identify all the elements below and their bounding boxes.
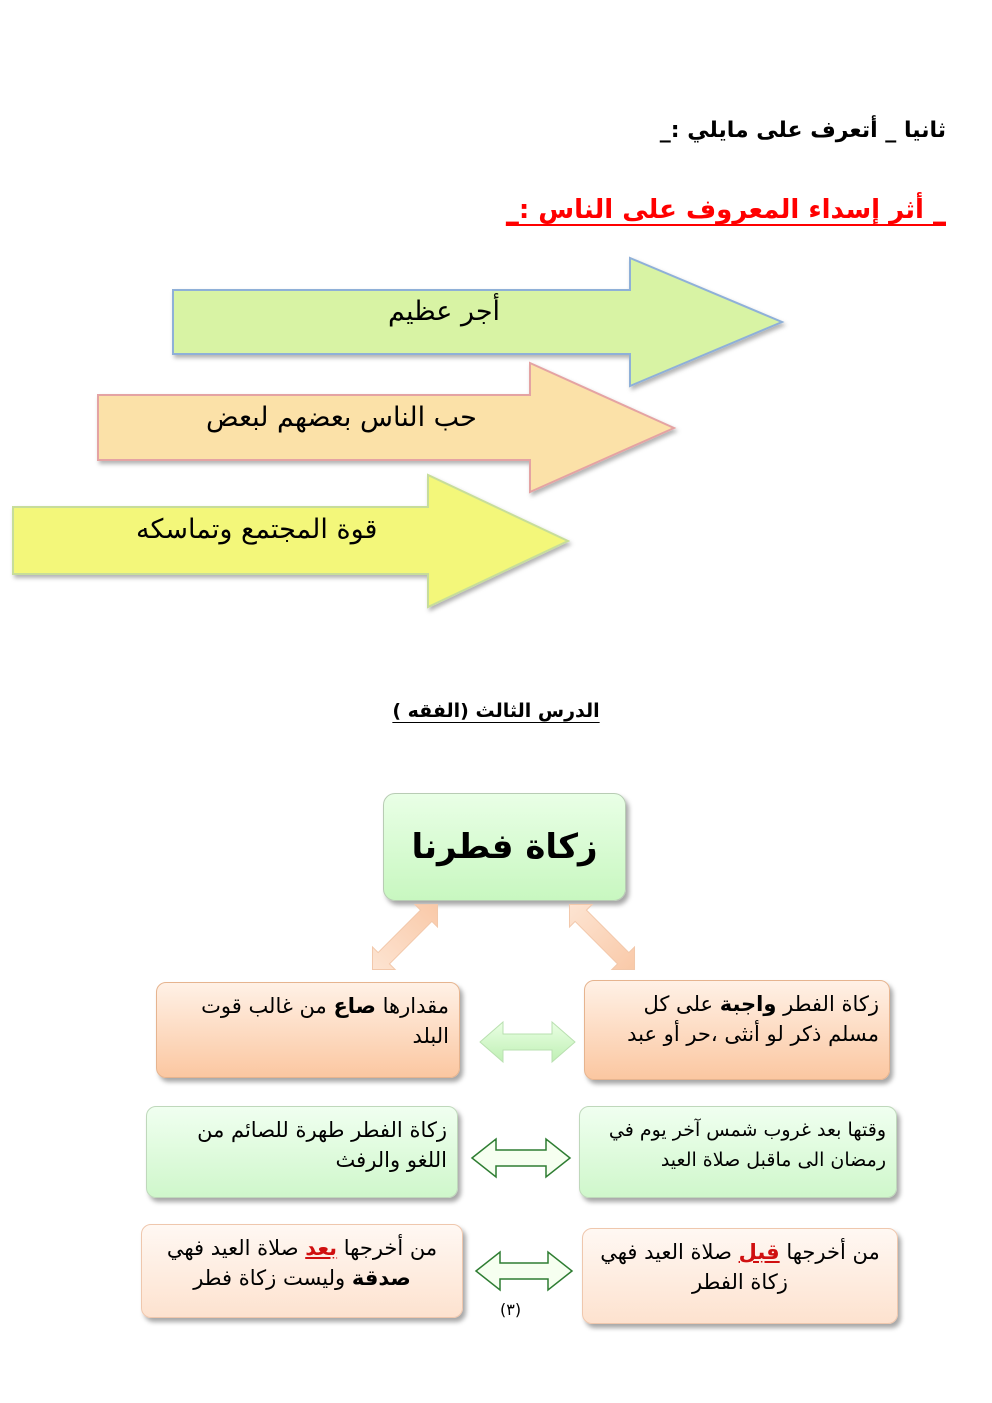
obligation-bold: واجبة bbox=[719, 992, 777, 1016]
after-red: بعد bbox=[305, 1236, 338, 1260]
amount-bold: صاع bbox=[333, 994, 376, 1018]
obligation-text-1: زكاة الفطر bbox=[776, 992, 879, 1016]
main-topic: زكاة فطرنا bbox=[411, 827, 598, 867]
before-red: قبل bbox=[738, 1240, 780, 1264]
after-text-2: صلاة العيد فهي bbox=[166, 1236, 306, 1260]
row-1-arrow bbox=[480, 1022, 575, 1062]
before-eid-box bbox=[582, 1228, 898, 1324]
amount-box bbox=[156, 982, 460, 1078]
after-text-3: وليست زكاة فطر bbox=[193, 1266, 352, 1290]
after-eid-box bbox=[141, 1224, 463, 1318]
timing-box bbox=[579, 1106, 897, 1198]
purification-box bbox=[146, 1106, 458, 1198]
obligation-box bbox=[584, 980, 890, 1080]
timing-text: وقتها بعد غروب شمس آخر يوم في رمضان الى ماقبل صلاة العيد bbox=[608, 1119, 886, 1171]
after-bold: صدقة bbox=[351, 1266, 411, 1290]
before-text-2: صلاة العيد فهي زكاة الفطر bbox=[600, 1240, 788, 1294]
arrow-2-label: حب الناس بعضهم لبعض bbox=[206, 402, 477, 433]
before-text-1: من أخرجها bbox=[779, 1240, 880, 1264]
obligation-text-2: على كل مسلم ذكر لو أنثى ،حر أو عبد bbox=[627, 992, 879, 1046]
diagonal-arrow-left bbox=[361, 893, 449, 981]
amount-text-1: مقدارها bbox=[375, 994, 449, 1018]
lesson-title: الدرس الثالث (الفقه ) bbox=[392, 700, 600, 722]
section-heading: ثانيا _ أتعرف على مايلي :_ bbox=[659, 118, 946, 143]
main-topic-box bbox=[383, 793, 626, 901]
purification-text: زكاة الفطر طهرة للصائم من اللغو والرفث bbox=[197, 1118, 447, 1172]
row-3-arrow bbox=[476, 1252, 572, 1290]
arrow-1-label: أجر عظيم bbox=[388, 296, 501, 327]
page-number: (٣) bbox=[500, 1300, 522, 1319]
row-2-arrow bbox=[472, 1139, 570, 1177]
after-text-1: من أخرجها bbox=[337, 1236, 438, 1260]
sub-heading: _ أثر إسداء المعروف على الناس :_ bbox=[505, 195, 946, 225]
arrow-3-label: قوة المجتمع وتماسكه bbox=[136, 514, 378, 545]
amount-text-2: من غالب قوت البلد bbox=[201, 994, 449, 1048]
diagonal-arrow-right bbox=[558, 893, 646, 981]
